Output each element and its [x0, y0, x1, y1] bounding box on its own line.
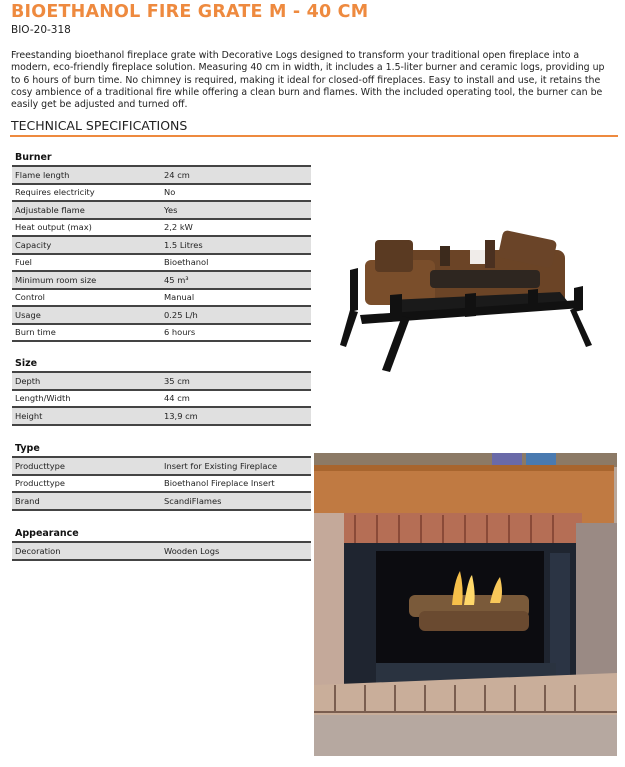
table-row — [12, 372, 311, 390]
table-row — [12, 289, 311, 307]
spec-label: Adjustable flame — [12, 201, 161, 219]
spec-table — [12, 371, 311, 426]
table-row — [12, 236, 311, 254]
spec-label: Control — [12, 289, 161, 307]
table-row — [12, 306, 311, 324]
spec-label: Flame length — [12, 166, 161, 184]
spec-label: Height — [12, 407, 161, 425]
spec-section-burner — [12, 150, 311, 342]
table-row — [12, 324, 311, 342]
section-title: Burner — [15, 152, 52, 163]
spec-value: Wooden Logs — [161, 542, 311, 560]
specs-heading: TECHNICAL SPECIFICATIONS — [11, 118, 188, 133]
section-title: Size — [15, 358, 38, 369]
spec-value: Bioethanol — [161, 254, 311, 272]
spec-label: Usage — [12, 306, 161, 324]
table-row — [12, 390, 311, 408]
product-description: Freestanding bioethanol fireplace grate with Decorative Logs designed to transform your traditional open fireplace into a modern, eco-friendly fireplace solution. Measuring 40 cm in width, it includes a 1.5-liter burner and ceramic logs, providing up to 6 hours of burn time. No chimney is required, making it ideal for closed-off fireplaces. Easy to install and use, it retains the cosy ambience of a traditional fire while offering a clean burn and flames. With the included operating tool, the burner can be easily get be adjusted and turned off. — [11, 50, 605, 111]
section-title: Appearance — [15, 528, 79, 539]
spec-label: Fuel — [12, 254, 161, 272]
spec-label: Brand — [12, 492, 161, 510]
spec-value: No — [161, 184, 311, 202]
spec-table — [12, 165, 311, 342]
table-row — [12, 219, 311, 237]
spec-value: 2,2 kW — [161, 219, 311, 237]
product-photo-grate — [330, 220, 605, 380]
section-title: Type — [15, 443, 40, 454]
spec-value: 1.5 Litres — [161, 236, 311, 254]
spec-label: Depth — [12, 372, 161, 390]
spec-table — [12, 541, 311, 561]
product-title: BIOETHANOL FIRE GRATE M - 40 CM — [11, 2, 369, 22]
specs-divider — [10, 135, 618, 137]
spec-section-size — [12, 356, 311, 426]
table-row — [12, 166, 311, 184]
product-sku: BIO-20-318 — [11, 24, 71, 36]
installed-fireplace-photo — [314, 453, 617, 756]
spec-value: 45 m³ — [161, 271, 311, 289]
spec-section-appearance — [12, 526, 311, 561]
spec-value: Insert for Existing Fireplace — [161, 457, 311, 475]
spec-value: 24 cm — [161, 166, 311, 184]
spec-value: Manual — [161, 289, 311, 307]
spec-value: 0.25 L/h — [161, 306, 311, 324]
spec-value: Bioethanol Fireplace Insert — [161, 475, 311, 493]
spec-value: 44 cm — [161, 390, 311, 408]
table-row — [12, 492, 311, 510]
spec-label: Capacity — [12, 236, 161, 254]
table-row — [12, 184, 311, 202]
spec-value: ScandiFlames — [161, 492, 311, 510]
table-row — [12, 201, 311, 219]
spec-label: Minimum room size — [12, 271, 161, 289]
spec-section-type — [12, 441, 311, 511]
spec-table — [12, 456, 311, 511]
table-row — [12, 407, 311, 425]
spec-label: Requires electricity — [12, 184, 161, 202]
spec-label: Producttype — [12, 457, 161, 475]
table-row — [12, 475, 311, 493]
table-row — [12, 271, 311, 289]
spec-label: Length/Width — [12, 390, 161, 408]
spec-label: Burn time — [12, 324, 161, 342]
table-row — [12, 254, 311, 272]
spec-value: Yes — [161, 201, 311, 219]
table-row — [12, 542, 311, 560]
spec-label: Decoration — [12, 542, 161, 560]
table-row — [12, 457, 311, 475]
spec-value: 35 cm — [161, 372, 311, 390]
spec-value: 13,9 cm — [161, 407, 311, 425]
spec-value: 6 hours — [161, 324, 311, 342]
spec-label: Producttype — [12, 475, 161, 493]
spec-label: Heat output (max) — [12, 219, 161, 237]
